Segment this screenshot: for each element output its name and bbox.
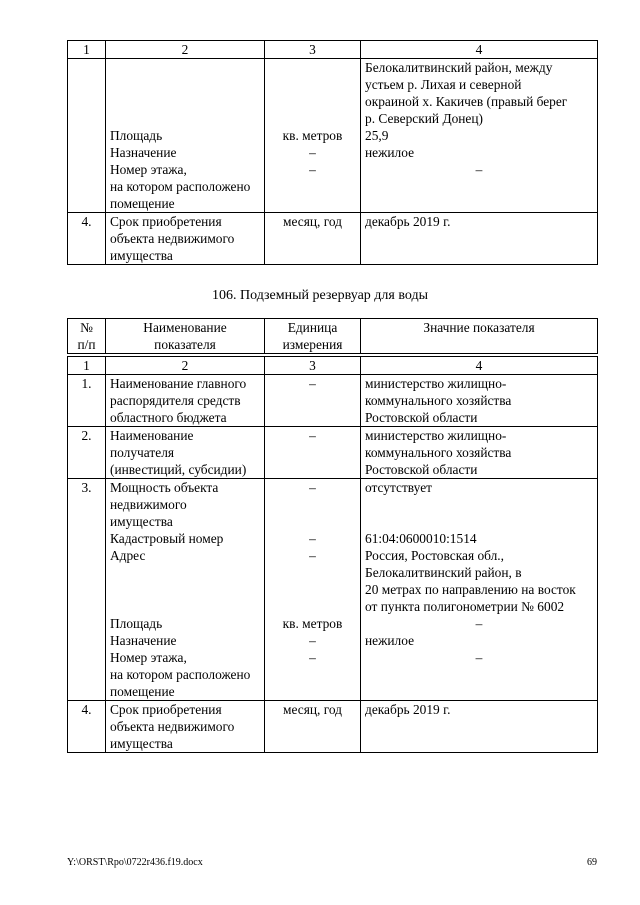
cell-line: Белокалитвинский район, в — [365, 565, 522, 580]
row-number: 3. — [68, 479, 106, 701]
cell-line: Срок приобретения — [110, 702, 222, 717]
cell-line — [269, 496, 356, 513]
cell-line: отсутствует — [365, 480, 432, 495]
header-number — [68, 319, 106, 354]
cell-line: Белокалитвинский район, между — [365, 60, 553, 75]
header-row — [68, 319, 598, 354]
table-row — [68, 427, 598, 479]
cell-line — [110, 93, 260, 110]
table-row — [68, 479, 598, 701]
table-row — [68, 213, 598, 265]
cell-line — [269, 110, 356, 127]
cell-line — [269, 76, 356, 93]
cell-line — [269, 513, 356, 530]
unit-cell: месяц, год — [265, 701, 361, 753]
column-number: 1 — [68, 41, 106, 59]
cell-line: на котором расположено — [110, 667, 251, 682]
cell-line: Наименование — [143, 320, 227, 335]
cell-line: показателя — [154, 337, 216, 352]
cell-line — [269, 581, 356, 598]
value-cell: декабрь 2019 г. — [361, 701, 598, 753]
cell-line — [110, 110, 260, 127]
cell-line — [269, 195, 356, 212]
cell-line: – — [309, 480, 316, 495]
table-row — [68, 375, 598, 427]
cell-line: имущества — [110, 514, 173, 529]
cell-line — [110, 76, 260, 93]
cell-line: кв. метров — [282, 616, 343, 631]
unit-cell — [265, 479, 361, 701]
cell-line: коммунального хозяйства — [365, 393, 512, 408]
indicator-name-cell — [106, 213, 265, 265]
cell-line — [269, 564, 356, 581]
cell-line — [365, 178, 593, 195]
cell-line — [269, 178, 356, 195]
cell-line: нежилое — [365, 145, 415, 160]
cell-line: нежилое — [365, 633, 415, 648]
cell-line: Срок приобретения — [110, 214, 222, 229]
column-number: 3 — [265, 357, 361, 375]
cell-line: получателя — [110, 445, 175, 460]
cell-line: 25,9 — [365, 128, 389, 143]
cell-line: объекта недвижимого — [110, 231, 235, 246]
unit-cell — [265, 59, 361, 213]
table-row — [68, 59, 598, 213]
cell-line: 61:04:0600010:1514 — [365, 531, 477, 546]
indicator-name-cell — [106, 375, 265, 427]
cell-line: – — [309, 633, 316, 648]
row-number: 1. — [68, 375, 106, 427]
cell-line — [269, 59, 356, 76]
footer-file-path: Y:\ORST\Rpo\0722r436.f19.docx — [67, 857, 203, 868]
cell-line: недвижимого — [110, 497, 187, 512]
cell-line: 20 метрах по направлению на восток — [365, 582, 576, 597]
cell-line: Наименование — [110, 428, 194, 443]
cell-line: Ростовской области — [365, 462, 478, 477]
cell-line: министерство жилищно- — [365, 428, 507, 443]
column-number: 4 — [361, 357, 598, 375]
section-caption: 106. Подземный резервуар для воды — [212, 288, 428, 303]
cell-line: областного бюджета — [110, 410, 227, 425]
column-number-row — [68, 357, 598, 375]
cell-line — [269, 666, 356, 683]
cell-line: № — [80, 320, 93, 335]
cell-line: Единица — [287, 320, 338, 335]
cell-line — [110, 59, 260, 76]
cell-line: Площадь — [110, 128, 163, 143]
row-number: 4. — [68, 701, 106, 753]
cell-line — [110, 564, 260, 581]
cell-line: объекта недвижимого — [110, 719, 235, 734]
column-number-row — [68, 41, 598, 59]
cell-line: – — [309, 548, 316, 563]
cell-line: имущества — [110, 736, 173, 751]
cell-line: измерения — [282, 337, 343, 352]
cell-line: Россия, Ростовская обл., — [365, 548, 504, 563]
cell-line: – — [475, 650, 483, 665]
cell-line — [110, 581, 260, 598]
cell-line: Адрес — [110, 548, 146, 563]
cell-line: Назначение — [110, 633, 177, 648]
header-indicator-name — [106, 319, 265, 354]
cell-line: помещение — [110, 196, 175, 211]
cell-line: – — [475, 162, 483, 177]
cell-line: Площадь — [110, 616, 163, 631]
cell-line: распорядителя средств — [110, 393, 241, 408]
cell-line: на котором расположено — [110, 179, 251, 194]
page-number: 69 — [587, 857, 597, 868]
cell-line: – — [309, 650, 316, 665]
cell-line — [365, 666, 593, 683]
row-number: 2. — [68, 427, 106, 479]
column-number: 2 — [106, 41, 265, 59]
row-number-cell — [68, 59, 106, 213]
cell-line — [365, 496, 593, 513]
cell-line: помещение — [110, 684, 175, 699]
cell-line: устьем р. Лихая и северной — [365, 77, 522, 92]
cell-line — [269, 598, 356, 615]
cell-line: министерство жилищно- — [365, 376, 507, 391]
column-number: 4 — [361, 41, 598, 59]
cell-line: (инвестиций, субсидии) — [110, 462, 247, 477]
unit-cell: – — [265, 427, 361, 479]
cell-line: Назначение — [110, 145, 177, 160]
cell-line: – — [309, 145, 316, 160]
cell-line — [269, 683, 356, 700]
header-unit — [265, 319, 361, 354]
indicator-name-cell — [106, 479, 265, 701]
cell-line: – — [475, 616, 483, 631]
cell-line — [110, 598, 260, 615]
unit-cell: месяц, год — [265, 213, 361, 265]
value-cell — [361, 479, 598, 701]
unit-cell: – — [265, 375, 361, 427]
value-cell — [361, 59, 598, 213]
column-number: 3 — [265, 41, 361, 59]
cell-line: Номер этажа, — [110, 650, 187, 665]
indicator-name-cell — [106, 701, 265, 753]
cell-line: Ростовской области — [365, 410, 478, 425]
value-cell: декабрь 2019 г. — [361, 213, 598, 265]
cell-line — [365, 683, 593, 700]
cell-line: – — [309, 531, 316, 546]
cell-line: кв. метров — [282, 128, 343, 143]
cell-line: от пункта полигонометрии № 6002 — [365, 599, 565, 614]
cell-line: коммунального хозяйства — [365, 445, 512, 460]
cell-line: имущества — [110, 248, 173, 263]
value-cell — [361, 375, 598, 427]
indicator-name-cell — [106, 427, 265, 479]
cell-line: Наименование главного — [110, 376, 247, 391]
cell-line: окраиной х. Какичев (правый берег — [365, 94, 568, 109]
cell-line: р. Северский Донец) — [365, 111, 484, 126]
header-value: Значние показателя — [361, 319, 598, 354]
column-number: 1 — [68, 357, 106, 375]
indicator-name-cell — [106, 59, 265, 213]
cell-line: Мощность объекта — [110, 480, 219, 495]
cell-line: – — [309, 162, 316, 177]
cell-line — [269, 93, 356, 110]
value-cell — [361, 427, 598, 479]
cell-line: п/п — [77, 337, 96, 352]
cell-line — [365, 195, 593, 212]
cell-line — [365, 513, 593, 530]
cell-line: Кадастровый номер — [110, 531, 224, 546]
table-reservoir — [67, 318, 598, 753]
cell-line: Номер этажа, — [110, 162, 187, 177]
table-row — [68, 701, 598, 753]
table-continuation — [67, 40, 598, 265]
column-number: 2 — [106, 357, 265, 375]
row-number: 4. — [68, 213, 106, 265]
